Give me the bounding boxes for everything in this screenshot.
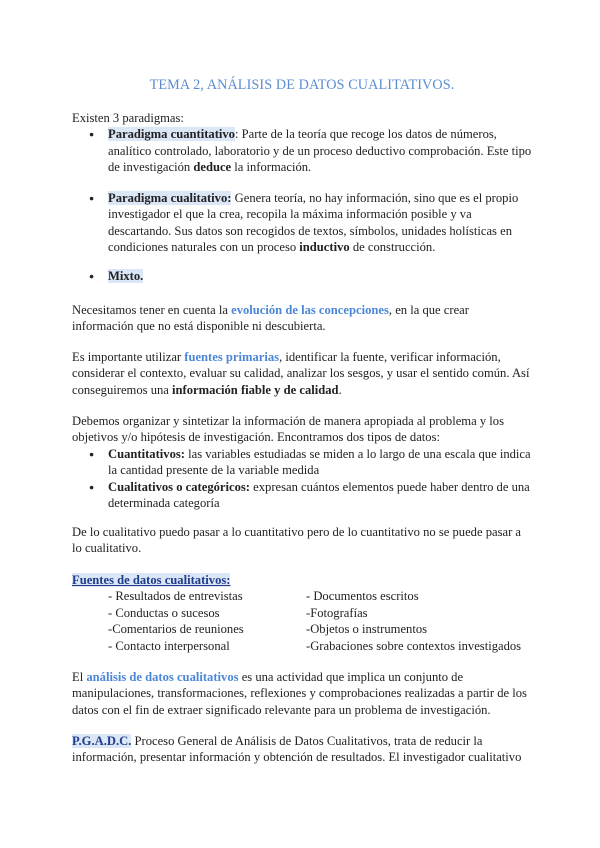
paragraph: El análisis de datos cualitativos es una actividad que implica un conjunto de manipulaciones, transformaciones, reflexiones y comprobaciones realizadas a partir de los datos con el fin de extraer significado relevante para un problema de investigación.: [72, 670, 527, 717]
list-item: ● Cuantitativos: las variables estudiadas se miden a lo largo de una escala que indica la cantidad presente de la variable medida: [72, 446, 532, 479]
paradigm-list: [72, 126, 532, 175]
list-item: ● Paradigma cualitativo: Genera teoría, no hay información, sino que es el propio investigador el que la crea, recopila la máxima información posible y va descartando. Sus datos son recogidos de textos, símbolos, unidades holísticas en condiciones naturales con un proceso inductivo de construcción.: [72, 190, 532, 256]
sources-row: - Contacto interpersonal -Grabaciones sobre contextos investigados: [108, 638, 522, 653]
paragraph: De lo cualitativo puedo pasar a lo cuantitativo pero de lo cuantitativo no se puede pasar a lo cualitativo.: [72, 525, 522, 556]
intro-text: Existen 3 paradigmas:: [72, 111, 184, 125]
paragraph: Es importante utilizar fuentes primarias, identificar la fuente, verificar información, considerar el contexto, evaluar su calidad, analizar los sesgos, y usar el sentido común. Así conseguiremos una información fiable y de calidad.: [72, 350, 530, 397]
data-types-list: [72, 446, 532, 512]
data-types-section: [72, 413, 532, 511]
paragraph: Necesitamos tener en cuenta la evolución de las concepciones, en la que crear información que no está disponible ni descubierta.: [72, 303, 469, 334]
sources-section: [72, 572, 532, 654]
list-item: ● Cualitativos o categóricos: expresan cuántos elementos puede haber dentro de una determinada categoría: [72, 479, 532, 512]
highlight-link: fuentes primarias: [184, 350, 280, 364]
acronym-highlight: P.G.A.D.C.: [72, 734, 132, 748]
highlight-link: análisis de datos cualitativos: [86, 670, 239, 684]
sources-row: - Resultados de entrevistas - Documentos escritos: [108, 589, 419, 604]
paragraph: P.G.A.D.C. Proceso General de Análisis de Datos Cualitativos, trata de reducir la información, presentar información y obtención de resultados. El investigador cualitativo: [72, 734, 522, 765]
paragraph: Debemos organizar y sintetizar la información de manera apropiada al problema y los objetivos y/o hipótesis de investigación. Encontramos dos tipos de datos:: [72, 414, 504, 445]
sources-row: -Comentarios de reuniones -Objetos o instrumentos: [108, 622, 428, 637]
sources-row: - Conductas o sucesos -Fotografías: [108, 605, 368, 620]
paradigm-label: Mixto.: [108, 269, 144, 283]
paradigms-section: [72, 110, 532, 176]
sources-heading: Fuentes de datos cualitativos:: [72, 573, 231, 587]
paradigm-label: Paradigma cualitativo:: [108, 191, 232, 205]
highlight-link: evolución de las concepciones: [231, 303, 389, 317]
list-item: ● Paradigma cuantitativo: Parte de la teoría que recoge los datos de números, analítico controlado, laboratorio y de un proceso deductivo comprobación. Este tipo de investigación deduce la información.: [72, 126, 532, 175]
list-item: [72, 268, 532, 284]
paradigm-label: Paradigma cuantitativo: [108, 127, 235, 142]
page-title: TEMA 2, ANÁLISIS DE DATOS CUALITATIVOS.: [149, 77, 455, 93]
